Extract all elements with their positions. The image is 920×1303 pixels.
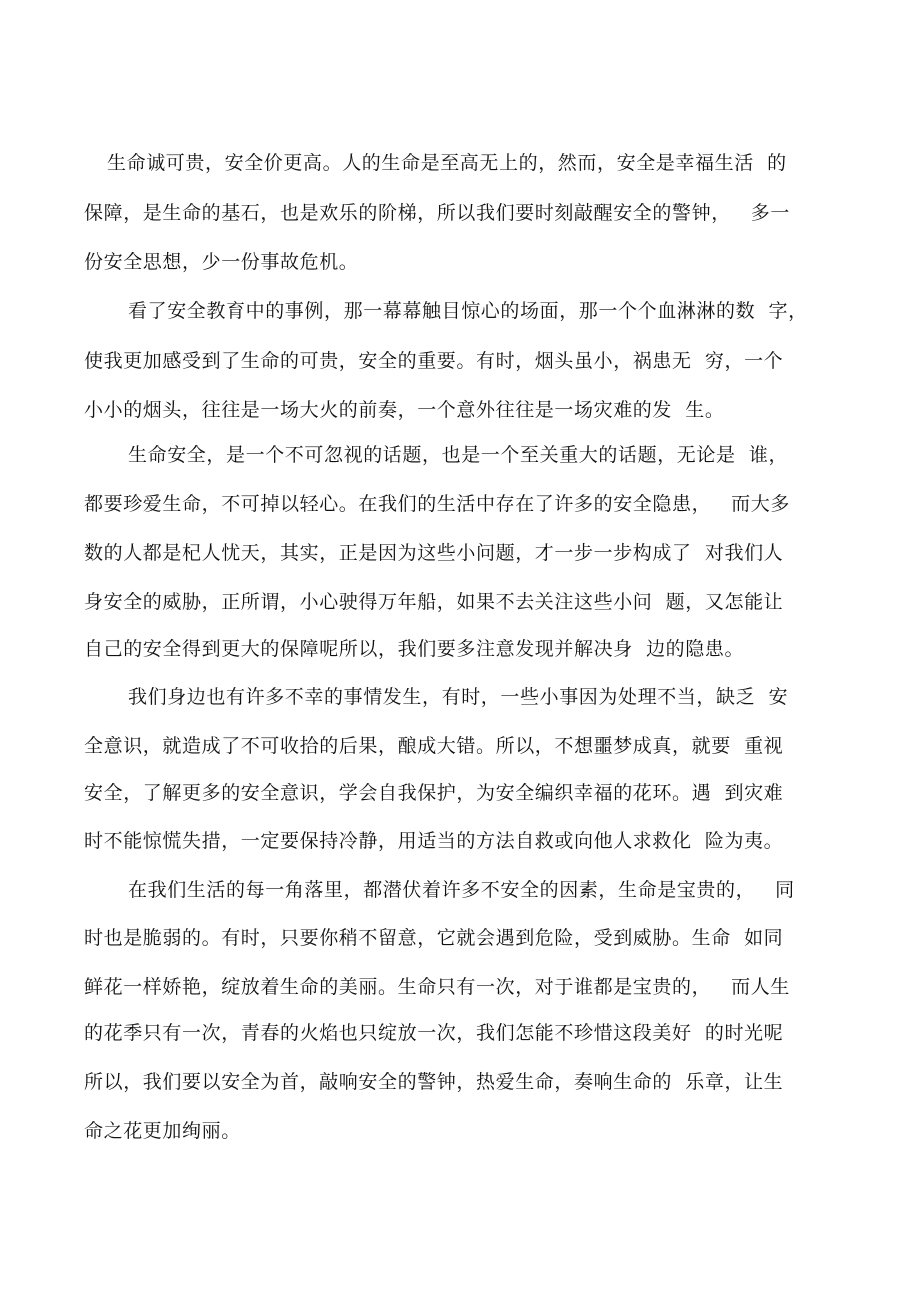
paragraph-2-line-2: 使我更加感受到了生命的可贵，安全的重要。有时，烟头虽小，祸患无 穷，一个 (84, 350, 784, 372)
paragraph-2-line-1: 看了安全教育中的事例，那一幕幕触目惊心的场面，那一个个血淋淋的数 字， (128, 300, 808, 322)
paragraph-2-line-3: 小小的烟头，往往是一场大火的前奏，一个意外往往是一场灾难的发 生。 (84, 399, 725, 421)
paragraph-5-line-2: 时也是脆弱的。有时，只要你稍不留意，它就会遇到危险，受到威胁。生命 如同 (84, 927, 784, 949)
paragraph-4-line-1: 我们身边也有许多不幸的事情发生，有时，一些小事因为处理不当，缺乏 安 (128, 686, 789, 708)
paragraph-1-line-2: 保障，是生命的基石，也是欢乐的阶梯，所以我们要时刻敲醒安全的警钟， 多一 (84, 202, 790, 224)
paragraph-5-line-1: 在我们生活的每一角落里，都潜伏着许多不安全的因素，生命是宝贵的， 同 (128, 879, 795, 901)
paragraph-1-line-1: 生命诚可贵，安全价更高。人的生命是至高无上的，然而，安全是幸福生活 的 (107, 152, 787, 174)
paragraph-5-line-5: 所以，我们要以安全为首，敲响安全的警钟，热爱生命，奏响生命的 乐章，让生 (84, 1071, 784, 1093)
paragraph-5-line-3: 鲜花一样娇艳，绽放着生命的美丽。生命只有一次，对于谁都是宝贵的， 而人生 (84, 976, 790, 998)
paragraph-4-line-2: 全意识，就造成了不可收拾的后果，酿成大错。所以，不想噩梦成真，就要 重视 (84, 735, 784, 757)
paragraph-3-line-5: 自己的安全得到更大的保障呢所以，我们要多注意发现并解决身 边的隐患。 (84, 638, 745, 660)
paragraph-4-line-4: 时不能惊慌失措，一定要保持冷静，用适当的方法自救或向他人求救化 险为夷。 (84, 830, 784, 852)
paragraph-3-line-3: 数的人都是杞人忧天，其实，正是因为这些小问题，才一步一步构成了 对我们人 (84, 542, 784, 564)
paragraph-3-line-4: 身安全的威胁，正所谓，小心驶得万年船，如果不去关注这些小问 题，又怎能让 (84, 591, 784, 613)
paragraph-4-line-3: 安全，了解更多的安全意识，学会自我保护，为安全编织幸福的花环。遇 到灾难 (84, 782, 784, 804)
paragraph-5-line-4: 的花季只有一次，青春的火焰也只绽放一次，我们怎能不珍惜这段美好 的时光呢 (84, 1022, 784, 1044)
paragraph-3-line-2: 都要珍爱生命，不可掉以轻心。在我们的生活中存在了许多的安全隐患， 而大多 (84, 493, 790, 515)
paragraph-5-line-6: 命之花更加绚丽。 (84, 1120, 241, 1142)
paragraph-1-line-3: 份安全思想，少一份事故危机。 (84, 251, 359, 273)
paragraph-3-line-1: 生命安全，是一个不可忽视的话题，也是一个至关重大的话题，无论是 谁， (128, 444, 789, 466)
